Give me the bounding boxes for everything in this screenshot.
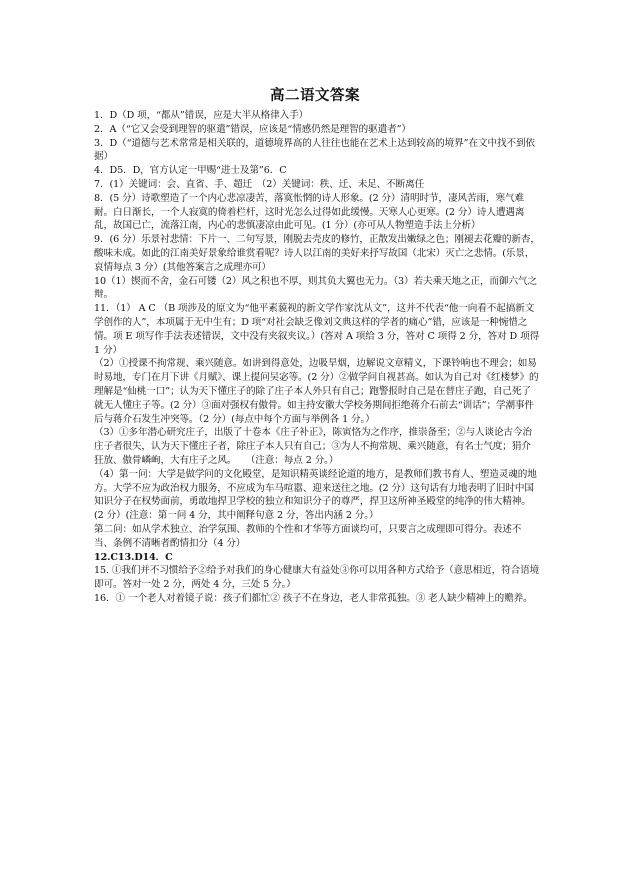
answer-7: 7．(1）关键词：会、直省、手、超迁 （2）关键词：秩、迁、未足、不断离任	[94, 178, 425, 190]
answer-11-3: （3）①多年潜心研究庄子，出版了十卷本《庄子补正》，陈寅恪为之作序，推崇备至；②与人谈论古今治庄子者很失，认为天下懂庄子者，除庄子本人只有自己；③为人不拘常规、乘兴随意，有名士气度；狷介狂放、傲骨嶙峋，大有庄子之风。 （注意：每点 2 分。）	[94, 427, 532, 466]
answer-2: 2．A（“它又会受到理智的驱遣”错误，应该是“情感仍然是理智的驱遣者”）	[94, 123, 411, 135]
answer-11-1: 11．（1） A C （B 项涉及的原文为“他平素藐视的新文学作家沈从文”，这并不代表“他一向看不起搞新文学创作的人”，本项属于无中生有；D 项“对社会缺乏像刘文典这样的学者的痛心”错，应该是一种惋惜之情。项 E 项写作手法表述错误，文中没有夹叙夹议。）(答对 A 项给 3 分，答对 C 项得 2 分，答对 D 项得 1 分）	[94, 303, 540, 356]
answer-1: 1．D（D 项，“都从”错误，应是大半从格律入手）	[94, 110, 309, 121]
answer-15: 15. ①我们并不习惯给予②给予对我们的身心健康大有益处③你可以用各种方式给予（意思相近，符合语境即可。答对一处 2 分，两处 4 分，三处 5 分。）	[94, 565, 540, 591]
answer-10: 10（1）锲而不舍，金石可镂（2）风之积也不厚，则其负大翼也无力。（3）若夫乘天地之正，而御六气之辩。	[94, 275, 537, 301]
answer-4-6: 4．D5．D，官方认定一甲赐“进士及第”6．C	[94, 165, 287, 177]
answer-8: 8．(5 分）诗歌塑造了一个内心悲凉凄苦，落寞怅惘的诗人形象。(2 分）清明时节，凄风苦雨，寒气难耐。白日渐长，一个人寂寞的倚着栏杆，这时光怎么过得如此缓慢。天寒人心更寒。(2 分）诗人遭遇离乱，故国已亡，流落江南，内心的悲慎凄凉由此可见。(1 分）(亦可从人物塑造手法上分析）	[94, 192, 525, 232]
answer-3: 3．D（“道德与艺术常常是相关联的，道德境界高的人往往也能在艺术上达到较高的境界”在文中找不到依据）	[94, 137, 535, 163]
answer-9: 9．(6 分）乐景衬悲情：下片一、二句写景，刚脱去壳皮的修竹，正散发出嫩绿之色；刚褪去花瓣的新杏，酸味未成。如此的江南美好景象给谁赏看呢？诗人以江南的美好来抒写故国（北宋）灭亡之悲情。(乐景，哀情每点 3 分）(其他答案言之成理亦可）	[94, 234, 540, 273]
answer-16: 16．① 一个老人对着镜子说：孩子们都忙② 孩子不在身边，老人非常孤独。③ 老人缺少精神上的赡养。	[94, 592, 533, 604]
answer-11-4-part2: 第二问：如从学术独立、治学氛围、教师的个性和才华等方面谈均可，只要言之成理即可得分。表述不当、条例不清晰者酌情扣分（4 分）	[94, 523, 522, 549]
answer-11-2: （2）①授课不拘常规、乘兴随意。如讲到得意处，边吸旱烟，边解说文章精义，下课铃响也不理会；如易时易地，专门在月下讲《月赋》、课上提问吴宓等。(2 分）②做学问自视甚高。如认为自己对《红楼梦》的理解是“仙桃一口”；认为天下懂庄子的除了庄子本人外只有自己；跑警报时自己是在替庄子跑，自己死了就无人懂庄子等。(2 分）③面对强权有傲骨。如主持安徽大学校务期间拒绝蒋介石前去“训话”；学潮事件后与蒋介石发生冲突等。（2 分）(每点中每个方面与举例各 1 分。）	[94, 358, 539, 425]
answer-11-4-part1: （4）第一问：大学是做学问的文化殿堂，是知识精英谈经论道的地方，是教师们教书育人、塑造灵魂的地方。大学不应为政治权力服务，不应成为车马喧嚣、迎来送往之地。(2 分）这句话有力地表明了旧时中国知识分子在权势面前，勇敢地捍卫学校的独立和知识分子的尊严，捍卫这所神圣殿堂的纯净的伟大精神。(2 分）(注意：第一问 4 分，其中阐释句意 2 分，答出内涵 2 分。）	[94, 468, 537, 522]
page-title: 高二语文答案	[270, 88, 360, 104]
answer-12-14: 12.C13.D14．C	[94, 551, 173, 563]
answer-content	[94, 109, 540, 606]
